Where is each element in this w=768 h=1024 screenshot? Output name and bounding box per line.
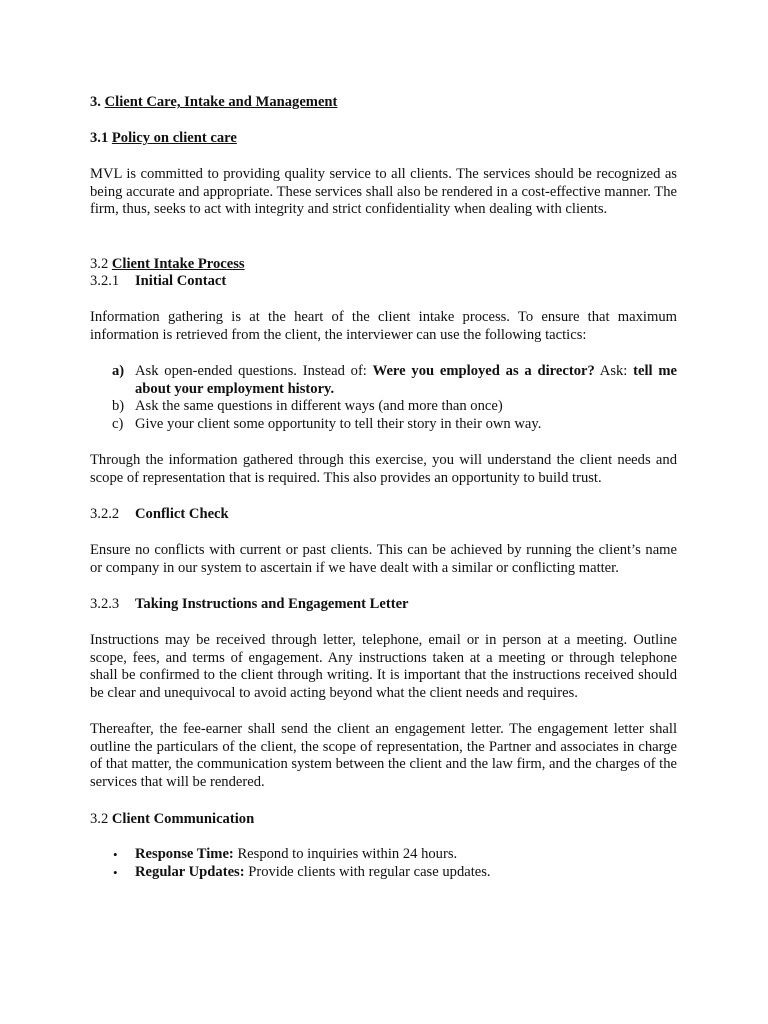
client-communication-title: Client Communication [111, 811, 255, 827]
list-item: • Response Time: Respond to inquiries within 24 hours. [113, 846, 458, 862]
list-item: c) Give your client some opportunity to tell their story in their own way. [112, 415, 542, 432]
engagement-letter-paragraph: Thereafter, the fee-earner shall send the client an engagement letter. The engagement letter shall outline the particulars of the client, the scope of representation, the Partner and associates in charge of that matter, the communication system between the client and the law firm, and the charges of the services that will be rendered. [90, 721, 677, 790]
section-3-2-1-title: Initial Contact [135, 273, 227, 289]
section-3-2-2-number: 3.2.2 [90, 506, 120, 522]
list-item: • Regular Updates: Provide clients with regular case updates. [113, 863, 491, 880]
bullet-icon: • [113, 847, 118, 862]
client-care-policy-paragraph: MVL is committed to providing quality service to all clients. The services should be recognized as being accurate and appropriate. These services shall also be rendered in a cost-effective manner. The firm, thus, seeks to act with integrity and strict confidentiality when dealing with clients. [90, 166, 677, 218]
section-3-title: Client Care, Intake and Management [104, 94, 338, 110]
instructions-paragraph: Instructions may be received through letter, telephone, email or in person at a meeting. Outline scope, fees, and terms of engagement. Any instructions taken at a meeting or through telephone shall be confirmed to the client through writing. It is important that the instructions received should be clear and unequivocal to avoid acting beyond what the client needs and requires. [90, 632, 677, 701]
client-communication-number: 3.2 [90, 811, 112, 827]
section-3-2-1-number: 3.2.1 [90, 273, 120, 289]
section-3-2-2-heading [90, 506, 677, 524]
conflict-check-paragraph: Ensure no conflicts with current or past clients. This can be achieved by running the client’s name or company in our system to ascertain if we have dealt with a similar or conflicting matter. [90, 542, 677, 576]
list-marker: a) [112, 363, 125, 379]
section-3-2-heading [90, 256, 677, 274]
section-3-2-2-title: Conflict Check [135, 506, 229, 522]
section-3-2-3-title: Taking Instructions and Engagement Letter [135, 596, 409, 612]
section-3-2-number: 3.2 [90, 256, 112, 272]
list-item: b) Ask the same questions in different ways (and more than once) [112, 398, 503, 415]
bullet-icon: • [113, 864, 118, 880]
list-item: a) Ask open-ended questions. Instead of: Were you employed as a director? Ask: tell me about your employment history. [112, 363, 678, 397]
list-marker: b) [112, 398, 125, 415]
tactics-list [90, 363, 677, 433]
section-3-1-number: 3.1 [90, 130, 112, 146]
section-3-number: 3. [90, 94, 105, 110]
communication-list [90, 846, 677, 881]
section-3-2-3-number: 3.2.3 [90, 596, 120, 612]
section-3-1-title: Policy on client care [111, 130, 237, 146]
client-communication-heading [90, 811, 677, 829]
initial-contact-paragraph: Information gathering is at the heart of the client intake process. To ensure that maximum information is retrieved from the client, the interviewer can use the following tactics: [90, 309, 677, 343]
section-3-1-heading [90, 130, 677, 148]
section-3-2-3-heading [90, 596, 677, 614]
information-gathered-paragraph: Through the information gathered through this exercise, you will understand the client needs and scope of representation that is required. This also provides an opportunity to build trust. [90, 452, 677, 486]
list-marker: c) [112, 415, 124, 432]
section-3-2-title: Client Intake Process [111, 256, 245, 272]
section-3-heading [90, 94, 677, 112]
section-3-2-1-heading [90, 273, 677, 291]
